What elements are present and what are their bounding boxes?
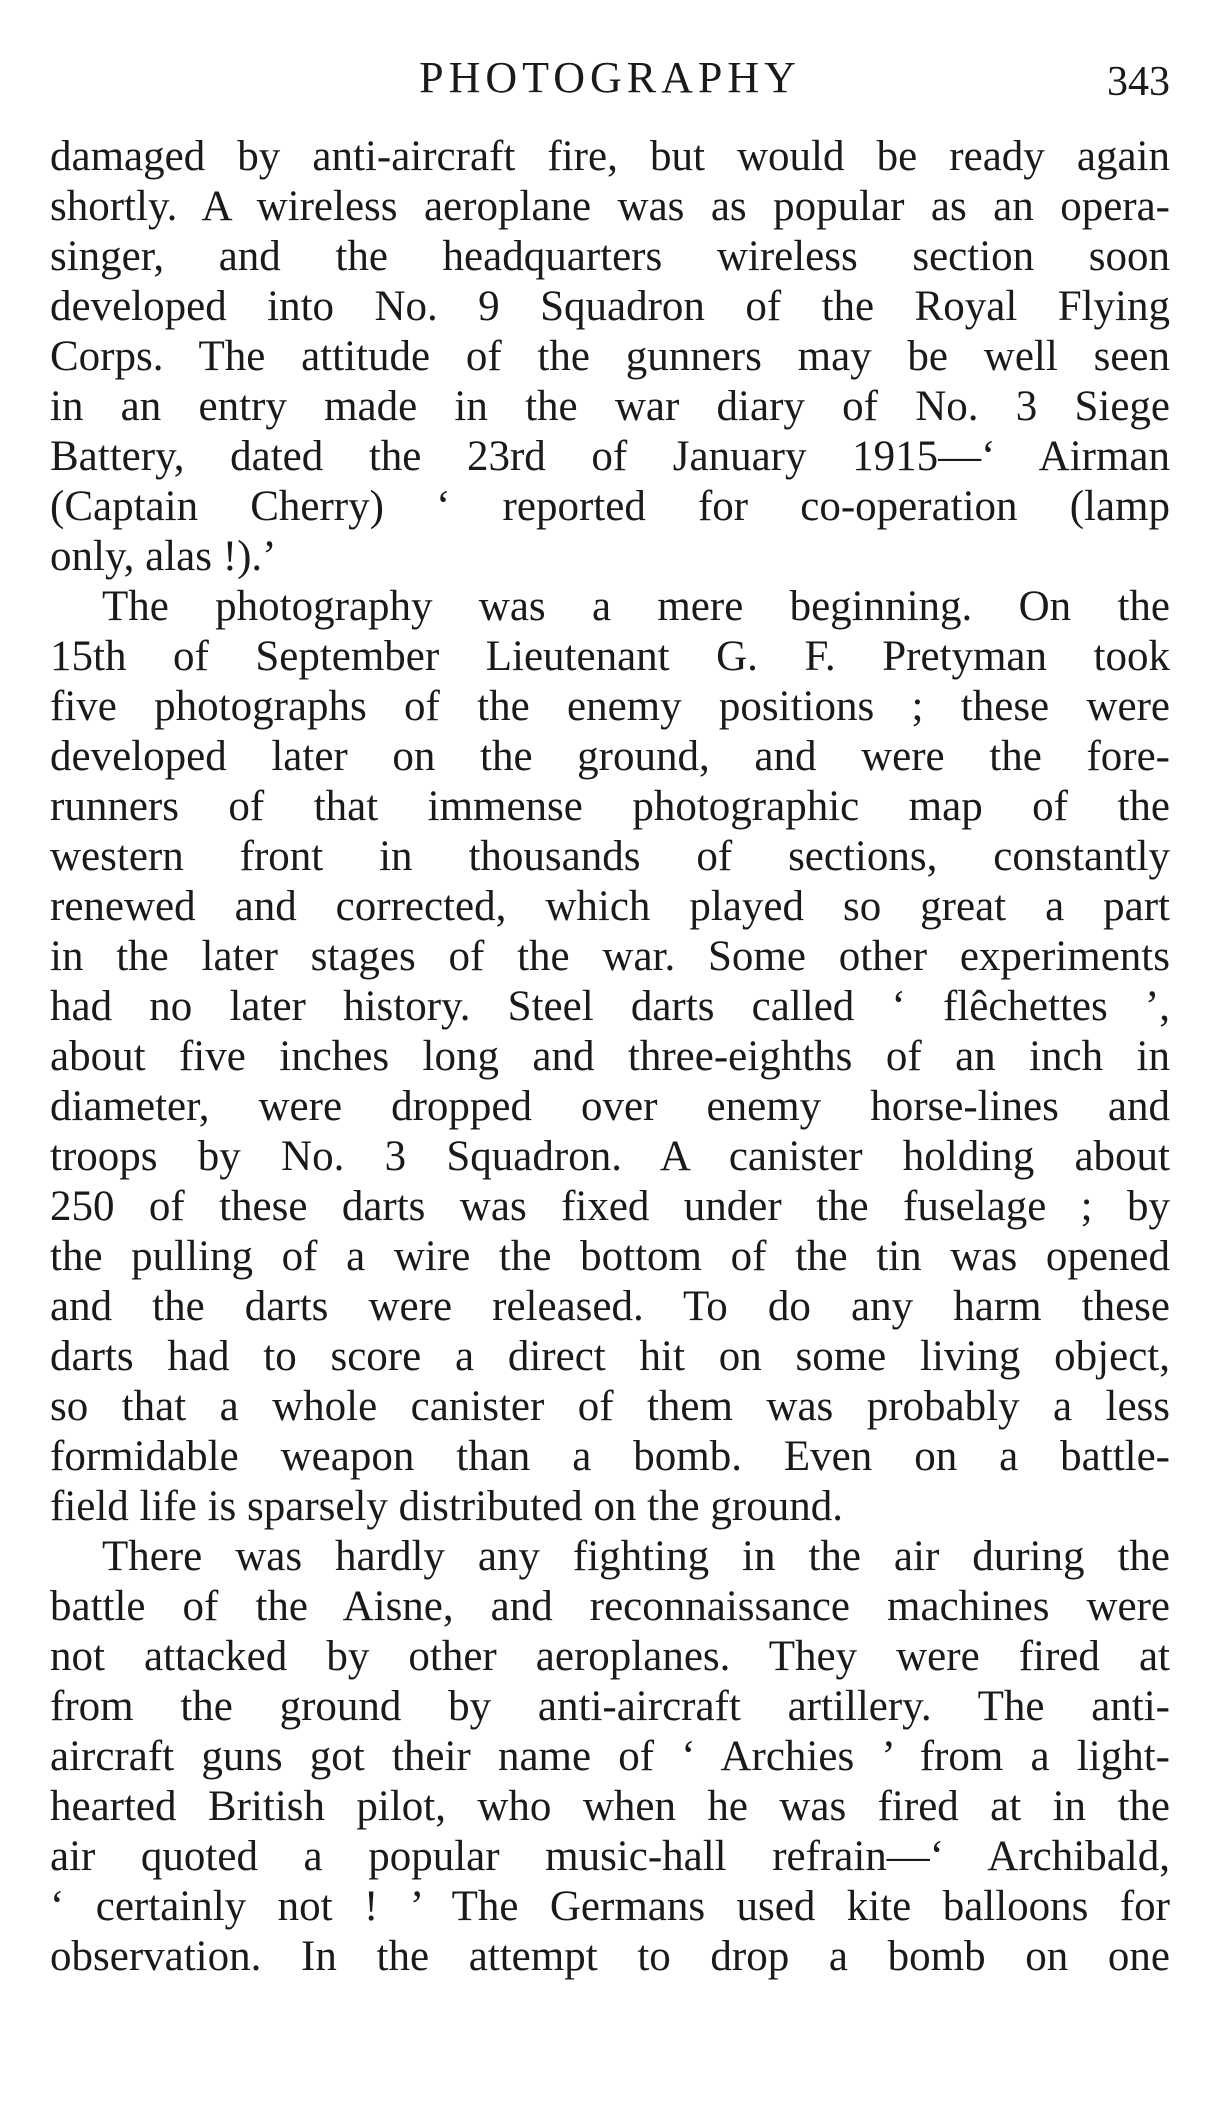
text-line: about five inches long and three-eighths of an inch in — [50, 1033, 1170, 1080]
text-line: Battery, dated the 23rd of January 1915—‘ Airman — [50, 433, 1170, 480]
text-line: observation. In the attempt to drop a bomb on one — [50, 1933, 1170, 1980]
text-line: battle of the Aisne, and reconnaissance machines were — [50, 1583, 1170, 1630]
text-line: darts had to score a direct hit on some living object, — [50, 1333, 1170, 1380]
text-line: shortly. A wireless aeroplane was as popular as an opera- — [50, 183, 1170, 230]
text-line: ‘ certainly not ! ’ The Germans used kite balloons for — [50, 1883, 1170, 1930]
text-line: singer, and the headquarters wireless section soon — [50, 233, 1170, 280]
text-line: field life is sparsely distributed on the ground. — [50, 1483, 843, 1530]
text-line: from the ground by anti-aircraft artillery. The anti- — [50, 1683, 1170, 1730]
text-line: hearted British pilot, who when he was fired at in the — [50, 1783, 1170, 1830]
text-line: developed later on the ground, and were the fore- — [50, 733, 1170, 780]
text-line: so that a whole canister of them was probably a less — [50, 1383, 1170, 1430]
text-line: had no later history. Steel darts called ‘ flêchettes ’, — [50, 983, 1170, 1030]
body-text — [50, 132, 1170, 1982]
page-number: 343 — [1107, 59, 1170, 105]
text-line: (Captain Cherry) ‘ reported for co-operation (lamp — [50, 483, 1170, 530]
text-line: the pulling of a wire the bottom of the tin was opened — [50, 1233, 1170, 1280]
paragraph-start-line: There was hardly any fighting in the air during the — [102, 1533, 1170, 1580]
text-line: Corps. The attitude of the gunners may be well seen — [50, 333, 1170, 380]
text-line: developed into No. 9 Squadron of the Royal Flying — [50, 283, 1170, 330]
text-line: in the later stages of the war. Some other experiments — [50, 933, 1170, 980]
text-line: not attacked by other aeroplanes. They were fired at — [50, 1633, 1170, 1680]
page-header — [50, 48, 1170, 108]
text-line: and the darts were released. To do any harm these — [50, 1283, 1170, 1330]
text-line: troops by No. 3 Squadron. A canister holding about — [50, 1133, 1170, 1180]
paragraph-start-line: The photography was a mere beginning. On the — [102, 583, 1170, 630]
text-line: damaged by anti-aircraft fire, but would be ready again — [50, 133, 1170, 180]
book-page — [50, 0, 1170, 2125]
text-line: aircraft guns got their name of ‘ Archies ’ from a light- — [50, 1733, 1170, 1780]
text-line: 15th of September Lieutenant G. F. Pretyman took — [50, 633, 1170, 680]
text-line: air quoted a popular music-hall refrain—‘ Archibald, — [50, 1833, 1170, 1880]
text-line: formidable weapon than a bomb. Even on a battle- — [50, 1433, 1170, 1480]
text-line: renewed and corrected, which played so great a part — [50, 883, 1170, 930]
text-line: five photographs of the enemy positions ; these were — [50, 683, 1170, 730]
text-line: diameter, were dropped over enemy horse-lines and — [50, 1083, 1170, 1130]
running-title: PHOTOGRAPHY — [419, 53, 801, 102]
text-line: only, alas !).’ — [50, 533, 277, 580]
text-line: in an entry made in the war diary of No. 3 Siege — [50, 383, 1170, 430]
text-line: 250 of these darts was fixed under the fuselage ; by — [50, 1183, 1170, 1230]
text-line: runners of that immense photographic map of the — [50, 783, 1170, 830]
text-line: western front in thousands of sections, constantly — [50, 833, 1170, 880]
